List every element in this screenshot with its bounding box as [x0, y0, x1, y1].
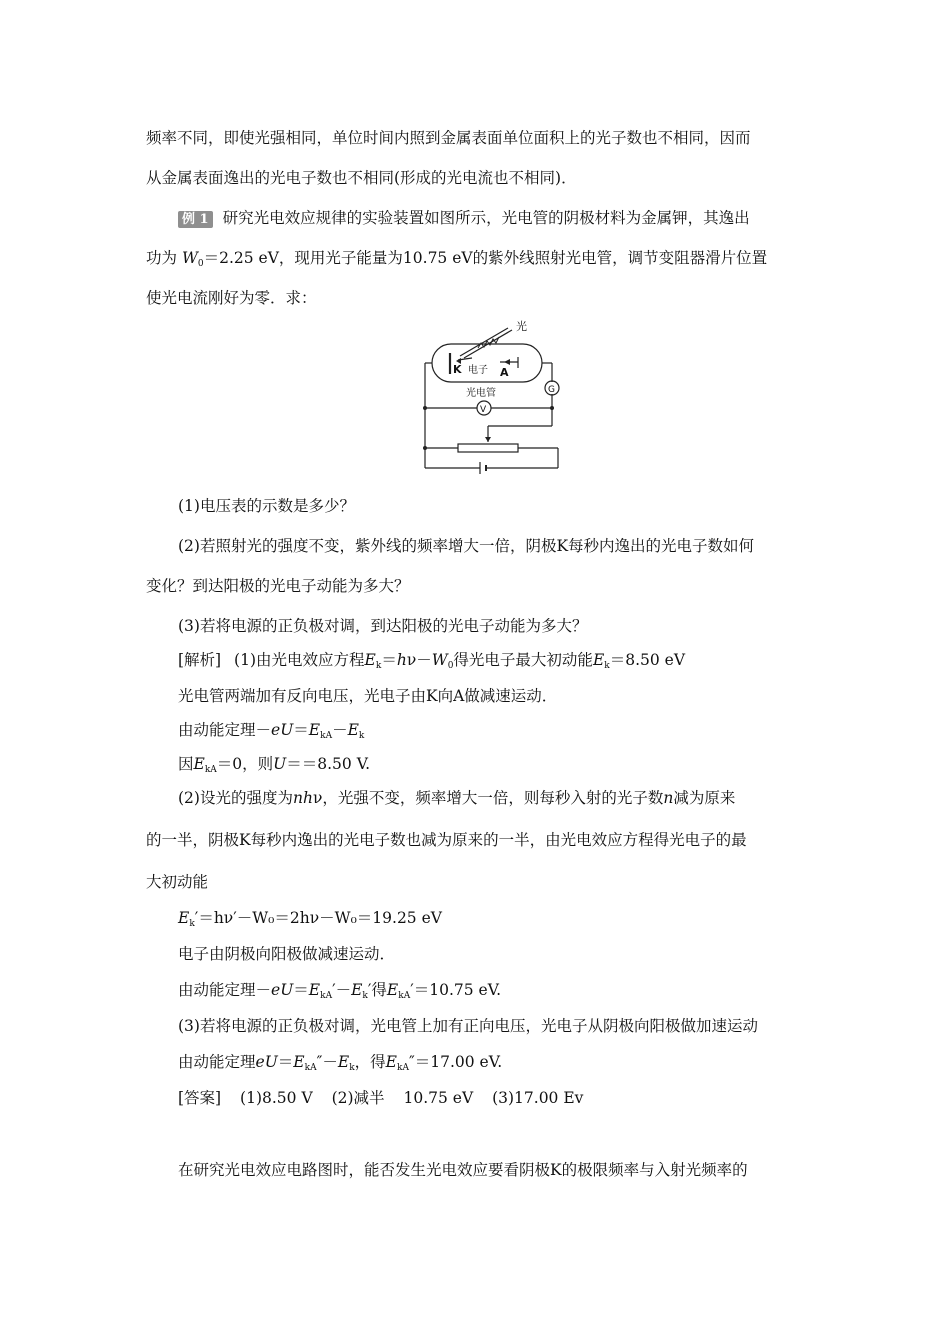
photoelectric-circuit-diagram	[420, 318, 565, 483]
rheostat	[458, 444, 518, 452]
solution-line-12: 由动能定理$eU=E_{kA}''-E_k$，得$E_{kA}''=17.00$ eV.	[178, 1053, 503, 1073]
light-label: 光	[516, 320, 527, 333]
solution-line-3: 由动能定理$-eU=E_{kA}-E_k$	[178, 721, 365, 741]
solution-line-4: 因$E_{kA}=0$，则U＝＝8.50 V.	[178, 755, 371, 775]
solution-line-11: (3)若将电源的正负极对调，光电管上加有正向电压，光电子从阴极向阳极做加速运动	[178, 1017, 758, 1035]
answer-label: [答案]	[178, 1089, 222, 1107]
example-badge: 例 1	[178, 211, 213, 228]
answer-2: (2)减半	[331, 1089, 385, 1107]
solution-line-7: 大初动能	[146, 873, 209, 891]
solution-line-2: 光电管两端加有反向电压，光电子由K向A做减速运动．	[178, 687, 558, 705]
electron-label: 电子	[468, 365, 488, 376]
solution-label: [解析]	[178, 651, 222, 669]
solution-line-5: (2)设光的强度为nhν，光强不变，频率增大一倍，则每秒入射的光子数n减为原来	[178, 789, 736, 807]
example-line-3: 使光电流刚好为零．求：	[146, 289, 317, 307]
solution-line-9: 电子由阴极向阳极做减速运动．	[178, 945, 396, 963]
light-ray	[460, 328, 508, 356]
solution-line-6: 的一半，阴极K每秒内逸出的光电子数也减为原来的一半，由光电效应方程得光电子的最	[146, 831, 747, 849]
tube-label: 光电管	[466, 388, 496, 399]
solution-line-10: 由动能定理$-eU=E_{kA}'-E_k'$得$E_{kA}'=10.75$ eV.	[178, 981, 502, 1001]
answer-2b: 10.75 eV	[403, 1089, 474, 1107]
example-text-1: 研究光电效应规律的实验装置如图所示，光电管的阴极材料为金属钾，其逸出	[222, 209, 750, 227]
galvanometer-label: G	[548, 385, 555, 395]
closing-line-1: 在研究光电效应电路图时，能否发生光电效应要看阴极K的极限频率与入射光频率的	[178, 1161, 748, 1179]
example-line-2: 功为 $W_0=2.25$ eV，现用光子能量为10.75 eV的紫外线照射光电管，调节变阻器滑片位置	[146, 249, 768, 269]
intro-line-1: 频率不同，即使光强相同，单位时间内照到金属表面单位面积上的光子数也不相同，因而	[146, 129, 751, 147]
solution-line-1: [解析] (1)由光电效应方程$E_k=h\nu-W_0$得光电子最大初动能$E_k=8.50$ eV	[178, 651, 686, 671]
answer-line	[178, 1088, 583, 1108]
intro-line-2: 从金属表面逸出的光电子数也不相同(形成的光电流也不相同)．	[146, 169, 577, 187]
question-2b: 变化？到达阳极的光电子动能为多大？	[146, 577, 410, 595]
anode-label: A	[500, 366, 509, 379]
solution-line-8: $E_k'=h\nu'-W_0=2h\nu-W_0=19.25$ eV	[178, 909, 442, 929]
cathode-label: K	[453, 363, 462, 376]
example-line-1	[178, 208, 750, 228]
question-2a: (2)若照射光的强度不变，紫外线的频率增大一倍，阴极K每秒内逸出的光电子数如何	[178, 537, 755, 555]
answer-3: (3)17.00 Ev	[492, 1089, 584, 1107]
question-3: (3)若将电源的正负极对调，到达阳极的光电子动能为多大？	[178, 617, 588, 635]
answer-1: (1)8.50 V	[240, 1089, 313, 1107]
photocell-outline	[432, 344, 542, 382]
question-1: (1)电压表的示数是多少？	[178, 497, 355, 515]
voltmeter-label: V	[480, 405, 487, 415]
